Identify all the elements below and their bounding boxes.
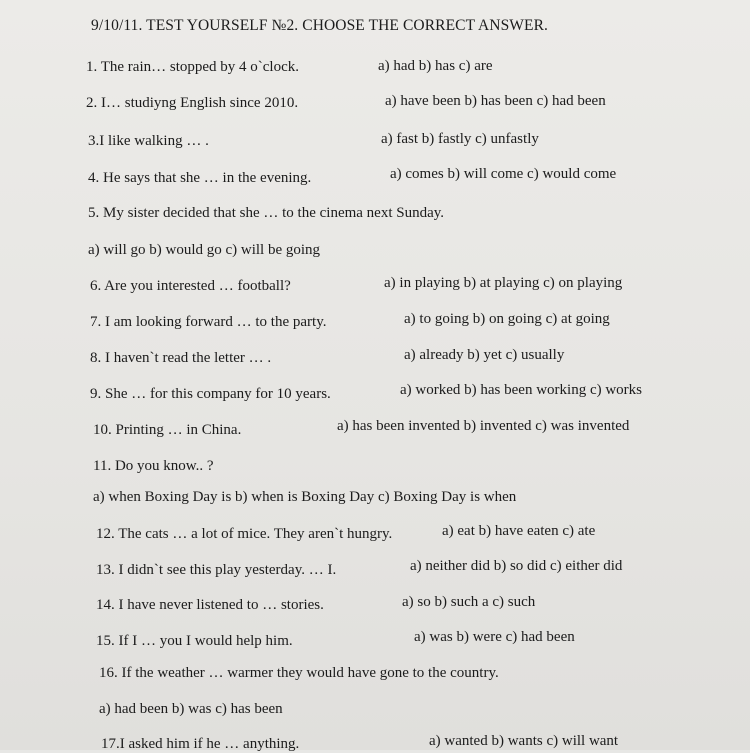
question-7: 7. I am looking forward … to the party. [90, 314, 327, 330]
question-14: 14. I have never listened to … stories. [96, 597, 324, 613]
question-15: 15. If I … you I would help him. [96, 633, 293, 649]
question-11: 11. Do you know.. ? [93, 458, 214, 474]
question-3-options: a) fast b) fastly c) unfastly [381, 131, 539, 147]
question-12: 12. The cats … a lot of mice. They aren`t hungry. [96, 526, 393, 542]
question-16: 16. If the weather … warmer they would have gone to the country. [99, 665, 499, 681]
question-9: 9. She … for this company for 10 years. [90, 386, 331, 402]
question-10: 10. Printing … in China. [93, 422, 242, 438]
question-12-options: a) eat b) have eaten c) ate [442, 523, 596, 539]
question-16-options: a) had been b) was c) has been [99, 701, 283, 717]
question-2-options: a) have been b) has been c) had been [385, 93, 606, 109]
question-7-options: a) to going b) on going c) at going [404, 311, 610, 327]
question-15-options: a) was b) were c) had been [414, 629, 575, 645]
question-8-options: a) already b) yet c) usually [404, 347, 565, 363]
question-8: 8. I haven`t read the letter … . [90, 350, 272, 366]
question-17: 17.I asked him if he … anything. [101, 736, 300, 752]
question-17-options: a) wanted b) wants c) will want [429, 733, 619, 749]
question-1-options: a) had b) has c) are [378, 58, 493, 74]
question-5-options: a) will go b) would go c) will be going [88, 242, 321, 258]
worksheet-title: 9/10/11. TEST YOURSELF №2. CHOOSE THE CORRECT ANSWER. [91, 17, 549, 34]
question-6-options: a) in playing b) at playing c) on playing [384, 275, 623, 291]
question-4: 4. He says that she … in the evening. [88, 170, 312, 186]
question-13-options: a) neither did b) so did c) either did [410, 558, 623, 574]
question-14-options: a) so b) such a c) such [402, 594, 536, 610]
question-4-options: a) comes b) will come c) would come [390, 166, 617, 182]
question-3: 3.I like walking … . [88, 133, 209, 149]
question-11-options: a) when Boxing Day is b) when is Boxing Day c) Boxing Day is when [93, 489, 517, 505]
question-6: 6. Are you interested … football? [90, 278, 291, 294]
question-1: 1. The rain… stopped by 4 o`clock. [86, 59, 300, 75]
question-5: 5. My sister decided that she … to the cinema next Sunday. [88, 205, 445, 221]
question-9-options: a) worked b) has been working c) works [400, 382, 643, 398]
question-10-options: a) has been invented b) invented c) was invented [337, 418, 630, 434]
question-2: 2. I… studiyng English since 2010. [86, 95, 299, 111]
question-13: 13. I didn`t see this play yesterday. … I. [96, 562, 337, 578]
